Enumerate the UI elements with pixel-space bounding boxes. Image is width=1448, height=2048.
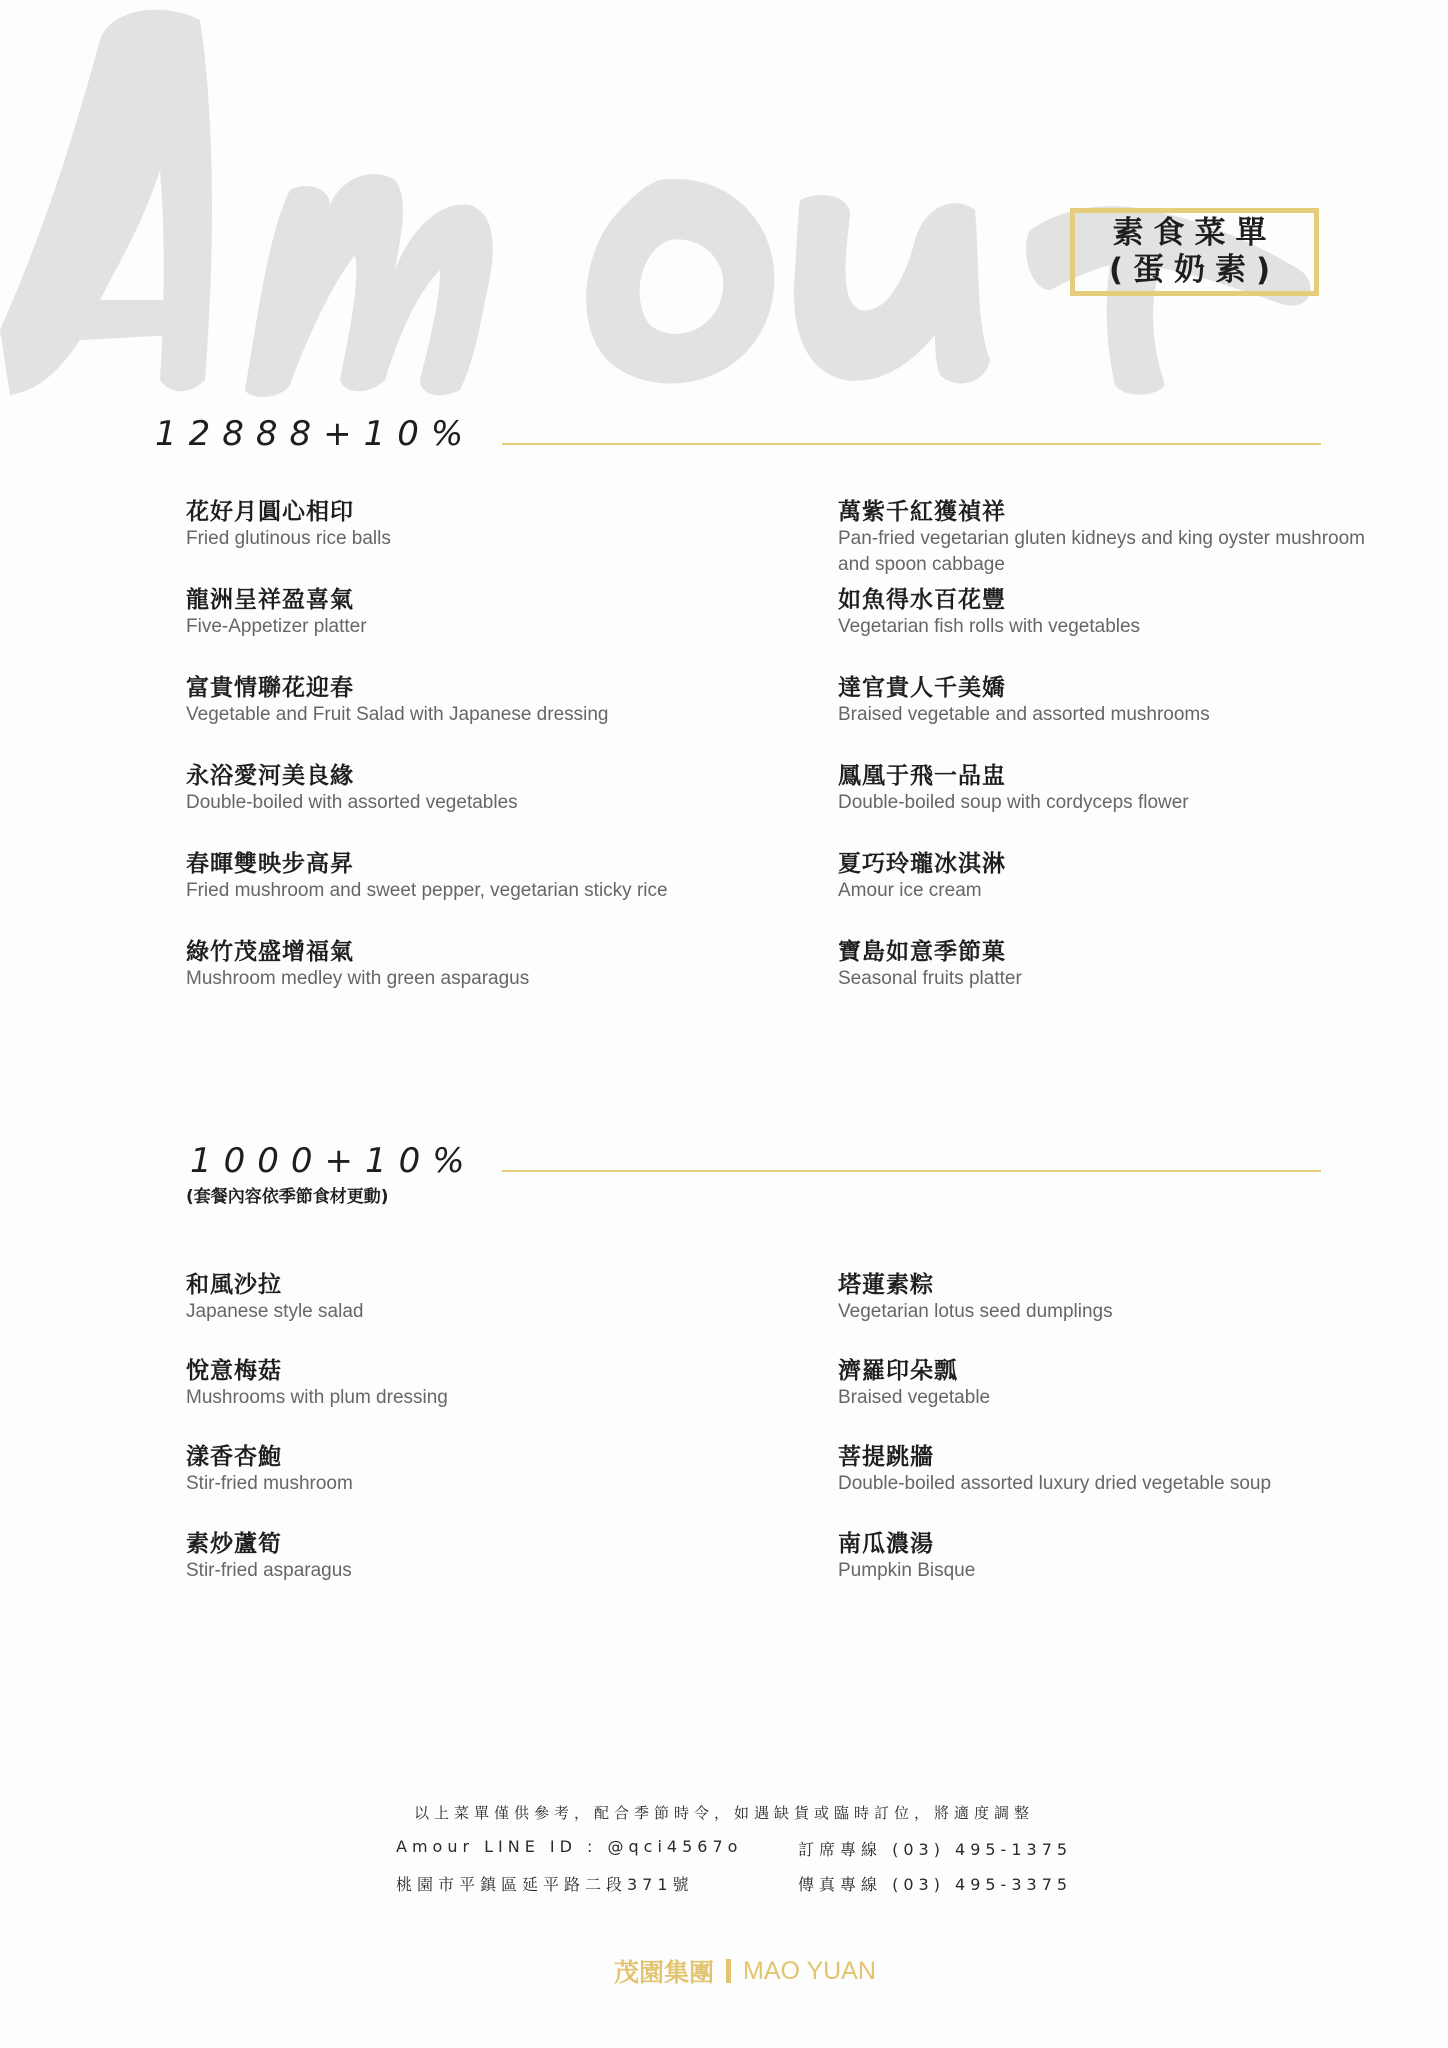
set1-item: [838, 938, 1398, 992]
set1-item: [186, 674, 746, 728]
dish-name: 富貴情聯花迎春: [186, 675, 354, 701]
brand-divider: [726, 1959, 731, 1983]
dish-name: 悅意梅菇: [186, 1358, 282, 1384]
set2-price: 1000+10%: [190, 1141, 477, 1181]
dish-name: 鳳凰于飛一品盅: [838, 763, 1006, 789]
dish-description: Braised vegetable: [838, 1387, 991, 1408]
dish-description: Pumpkin Bisque: [838, 1560, 976, 1581]
set2-item: [838, 1530, 1398, 1584]
set2-item: [838, 1443, 1398, 1497]
dish-name: 龍洲呈祥盈喜氣: [186, 587, 354, 613]
brand-logo: [614, 1953, 876, 1989]
dish-name: 菩提跳牆: [838, 1444, 934, 1470]
set1-item: [838, 498, 1398, 578]
dish-name: 春暉雙映步高昇: [186, 851, 354, 877]
dish-description: Japanese style salad: [186, 1301, 364, 1322]
set2-item: [186, 1271, 746, 1325]
dish-description: Stir-fried mushroom: [186, 1473, 353, 1494]
set1-item: [186, 498, 746, 552]
dish-description: Braised vegetable and assorted mushrooms: [838, 704, 1210, 725]
dish-description: Vegetarian fish rolls with vegetables: [838, 616, 1141, 637]
dish-description: Seasonal fruits platter: [838, 968, 1022, 989]
dish-description: Double-boiled soup with cordyceps flower: [838, 792, 1189, 813]
set2-note: (套餐內容依季節食材更動): [186, 1187, 389, 1207]
menu-subtitle: (蛋奶素): [1108, 252, 1281, 288]
dish-description: Fried glutinous rice balls: [186, 528, 391, 549]
dish-description: Double-boiled assorted luxury dried vegetable soup: [838, 1473, 1272, 1494]
dish-name: 達官貴人千美嬌: [838, 675, 1006, 701]
dish-description: Pan-fried vegetarian gluten kidneys and king oyster mushroom and spoon cabbage: [838, 528, 1366, 575]
dish-name: 寶島如意季節菓: [838, 939, 1006, 965]
dish-name: 素炒蘆筍: [186, 1531, 282, 1557]
footer-address: 桃園市平鎮區延平路二段371號: [396, 1875, 694, 1894]
set1-item: [838, 586, 1398, 640]
dish-name: 綠竹茂盛增福氣: [186, 939, 354, 965]
dish-description: Stir-fried asparagus: [186, 1560, 352, 1581]
set1-item: [186, 586, 746, 640]
footer-line-id: Amour LINE ID : @qci4567o: [396, 1837, 743, 1856]
set2-divider: [502, 1170, 1321, 1172]
dish-description: Five-Appetizer platter: [186, 616, 367, 637]
set1-item: [186, 850, 746, 904]
brand-name-en: MAO YUAN: [743, 1956, 876, 1985]
dish-name: 漾香杏鮑: [186, 1444, 282, 1470]
dish-name: 塔蓮素粽: [838, 1272, 934, 1298]
set2-item: [186, 1443, 746, 1497]
dish-description: Vegetarian lotus seed dumplings: [838, 1301, 1113, 1322]
set1-item: [186, 762, 746, 816]
dish-name: 南瓜濃湯: [838, 1531, 934, 1557]
dish-name: 萬紫千紅獲禎祥: [838, 499, 1006, 525]
set2-item: [838, 1271, 1398, 1325]
footer-fax: 傳真專線 (03) 495-3375: [798, 1875, 1073, 1894]
dish-name: 永浴愛河美良緣: [186, 763, 354, 789]
set2-item: [838, 1357, 1398, 1411]
dish-name: 如魚得水百花豐: [838, 587, 1006, 613]
set1-item: [838, 850, 1398, 904]
dish-name: 濟羅印朵瓢: [838, 1358, 958, 1384]
set1-price: 12888+10%: [155, 414, 476, 454]
footer-notice: 以上菜單僅供參考，配合季節時令，如遇缺貨或臨時訂位，將適度調整: [414, 1804, 1035, 1822]
set1-divider: [502, 443, 1321, 445]
brand-name-zh: 茂園集團: [614, 1959, 715, 1987]
set1-item: [186, 938, 746, 992]
dish-description: Amour ice cream: [838, 880, 982, 901]
dish-name: 夏巧玲瓏冰淇淋: [838, 851, 1006, 877]
menu-title-box: [1070, 208, 1319, 296]
dish-description: Mushroom medley with green asparagus: [186, 968, 530, 989]
dish-description: Mushrooms with plum dressing: [186, 1387, 448, 1408]
set1-item: [838, 674, 1398, 728]
footer-booking-phone: 訂席專線 (03) 495-1375: [798, 1840, 1073, 1859]
dish-name: 花好月圓心相印: [186, 499, 354, 525]
dish-description: Double-boiled with assorted vegetables: [186, 792, 518, 813]
set1-item: [838, 762, 1398, 816]
menu-title: 素食菜單: [1112, 215, 1277, 251]
dish-description: Vegetable and Fruit Salad with Japanese dressing: [186, 704, 609, 725]
dish-description: Fried mushroom and sweet pepper, vegetarian sticky rice: [186, 880, 668, 901]
dish-name: 和風沙拉: [186, 1272, 282, 1298]
set2-item: [186, 1530, 746, 1584]
set2-item: [186, 1357, 746, 1411]
